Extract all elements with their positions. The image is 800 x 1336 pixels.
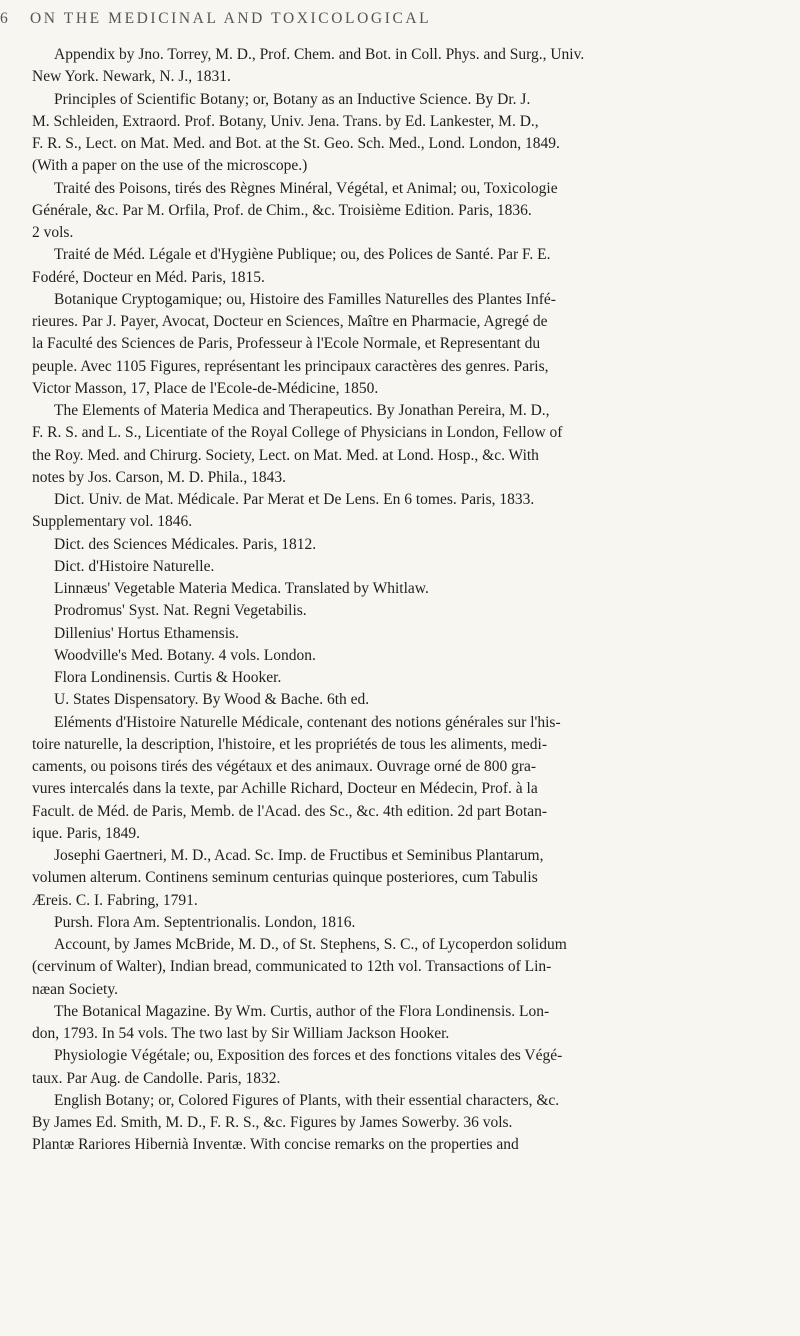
text-line: the Roy. Med. and Chirurg. Society, Lect. on Mat. Med. at Lond. Hosp., &c. With (32, 446, 539, 464)
bibliography-entry (32, 667, 800, 689)
text-line: (cervinum of Walter), Indian bread, communicated to 12th vol. Transactions of Lin- (32, 958, 552, 976)
text-line: Victor Masson, 17, Place de l'Ecole-de-Médicine, 1850. (32, 379, 379, 397)
text-line: toire naturelle, la description, l'histoire, et les propriétés de tous les aliments, medi- (32, 735, 548, 753)
bibliography-entry (32, 912, 800, 934)
bibliography-entry (32, 534, 800, 556)
text-line: Traité de Méd. Légale et d'Hygiène Publique; ou, des Polices de Santé. Par F. E. (54, 246, 551, 264)
text-line: Botanique Cryptogamique; ou, Histoire des Familles Naturelles des Plantes Infé- (54, 290, 556, 308)
text-line: The Botanical Magazine. By Wm. Curtis, author of the Flora Londinensis. Lon- (54, 1002, 550, 1020)
text-line: Plantæ Rariores Hibernià Inventæ. With concise remarks on the properties and (32, 1136, 519, 1154)
text-line: volumen alterum. Continens seminum centurias quinque posteriores, cum Tabulis (32, 869, 538, 887)
text-line: By James Ed. Smith, M. D., F. R. S., &c. Figures by James Sowerby. 36 vols. (32, 1114, 513, 1131)
text-line: Supplementary vol. 1846. (32, 513, 193, 531)
text-line: caments, ou poisons tirés des végétaux et des animaux. Ouvrage orné de 800 gra- (32, 758, 537, 775)
text-line: Eléments d'Histoire Naturelle Médicale, contenant des notions générales sur l'his- (54, 713, 561, 731)
text-line: peuple. Avec 1105 Figures, représentant les principaux caractères des genres. Paris, (32, 357, 549, 375)
text-line: Account, by James McBride, M. D., of St. Stephens, S. C., of Lycoperdon solidum (54, 936, 567, 953)
text-line: rieures. Par J. Payer, Avocat, Docteur en Sciences, Maître en Pharmacie, Agregé de (32, 313, 548, 330)
bibliography-entry (32, 623, 800, 645)
bibliography-entry (32, 600, 800, 622)
bibliography-entry (32, 934, 800, 1001)
bibliography-entry (32, 1045, 800, 1090)
text-line: M. Schleiden, Extraord. Prof. Botany, Univ. Jena. Trans. by Ed. Lankester, M. D., (32, 112, 539, 130)
text-line: Dict. des Sciences Médicales. Paris, 1812. (54, 535, 317, 553)
bibliography-entry (32, 44, 800, 89)
text-line: ique. Paris, 1849. (32, 824, 141, 842)
bibliography-entry (32, 489, 800, 534)
bibliography-entry (32, 689, 800, 711)
bibliography-entry (32, 845, 800, 912)
bibliography-entry (32, 178, 800, 245)
bibliography-text (32, 44, 800, 1157)
text-line: Traité des Poisons, tirés des Règnes Minéral, Végétal, et Animal; ou, Toxicologie (54, 179, 558, 197)
text-line: (With a paper on the use of the microscope.) (32, 157, 308, 175)
bibliography-entry (32, 244, 800, 289)
bibliography-entry (32, 400, 800, 489)
text-line: Pursh. Flora Am. Septentrionalis. London, 1816. (54, 913, 356, 931)
bibliography-entry (32, 556, 800, 578)
text-line: Générale, &c. Par M. Orfila, Prof. de Chim., &c. Troisième Edition. Paris, 1836. (32, 201, 532, 219)
text-line: Physiologie Végétale; ou, Exposition des forces et des fonctions vitales des Végé- (54, 1047, 563, 1065)
text-line: notes by Jos. Carson, M. D. Phila., 1843. (32, 468, 287, 486)
text-line: næan Society. (32, 980, 118, 998)
text-line: Facult. de Méd. de Paris, Memb. de l'Acad. des Sc., &c. 4th edition. 2d part Botan- (32, 802, 548, 820)
text-line: Fodéré, Docteur en Méd. Paris, 1815. (32, 268, 265, 286)
text-line: English Botany; or, Colored Figures of Plants, with their essential characters, &c. (54, 1091, 560, 1109)
text-line: F. R. S., Lect. on Mat. Med. and Bot. at the St. Geo. Sch. Med., Lond. London, 1849. (32, 135, 560, 152)
bibliography-entry (32, 89, 800, 178)
text-line: don, 1793. In 54 vols. The two last by Sir William Jackson Hooker. (32, 1025, 450, 1042)
text-line: Æreis. C. I. Fabring, 1791. (32, 891, 198, 909)
text-line: vures intercalés dans la texte, par Achille Richard, Docteur en Médecin, Prof. à la (32, 780, 538, 798)
text-line: la Faculté des Sciences de Paris, Professeur à l'Ecole Normale, et Representant du (32, 335, 541, 353)
text-line: 2 vols. (32, 224, 74, 241)
bibliography-entry (32, 712, 800, 846)
text-line: Josephi Gaertneri, M. D., Acad. Sc. Imp. de Fructibus et Seminibus Plantarum, (54, 847, 544, 864)
running-header (0, 6, 800, 36)
text-line: Dillenius' Hortus Ethamensis. (54, 624, 239, 642)
text-line: F. R. S. and L. S., Licentiate of the Royal College of Physicians in London, Fellow of (32, 424, 563, 442)
running-title: ON THE MEDICINAL AND TOXICOLOGICAL (30, 10, 432, 27)
text-line: Dict. d'Histoire Naturelle. (54, 557, 215, 575)
text-line: U. States Dispensatory. By Wood & Bache. 6th ed. (54, 691, 370, 709)
text-line: taux. Par Aug. de Candolle. Paris, 1832. (32, 1069, 281, 1087)
bibliography-entry (32, 289, 800, 400)
text-line: Linnæus' Vegetable Materia Medica. Translated by Whitlaw. (54, 580, 429, 597)
text-line: Appendix by Jno. Torrey, M. D., Prof. Chem. and Bot. in Coll. Phys. and Surg., Univ. (54, 46, 585, 63)
text-line: New York. Newark, N. J., 1831. (32, 68, 231, 86)
text-line: Woodville's Med. Botany. 4 vols. London. (54, 646, 316, 664)
bibliography-entry (32, 578, 800, 600)
text-line: The Elements of Materia Medica and Therapeutics. By Jonathan Pereira, M. D., (54, 402, 550, 419)
text-line: Flora Londinensis. Curtis & Hooker. (54, 669, 282, 686)
text-line: Principles of Scientific Botany; or, Botany as an Inductive Science. By Dr. J. (54, 90, 531, 108)
bibliography-entry (32, 645, 800, 667)
bibliography-entry (32, 1090, 800, 1157)
page-number: 6 (0, 10, 11, 27)
text-line: Prodromus' Syst. Nat. Regni Vegetabilis. (54, 602, 307, 620)
text-line: Dict. Univ. de Mat. Médicale. Par Merat et De Lens. En 6 tomes. Paris, 1833. (54, 491, 535, 508)
bibliography-entry (32, 1001, 800, 1046)
